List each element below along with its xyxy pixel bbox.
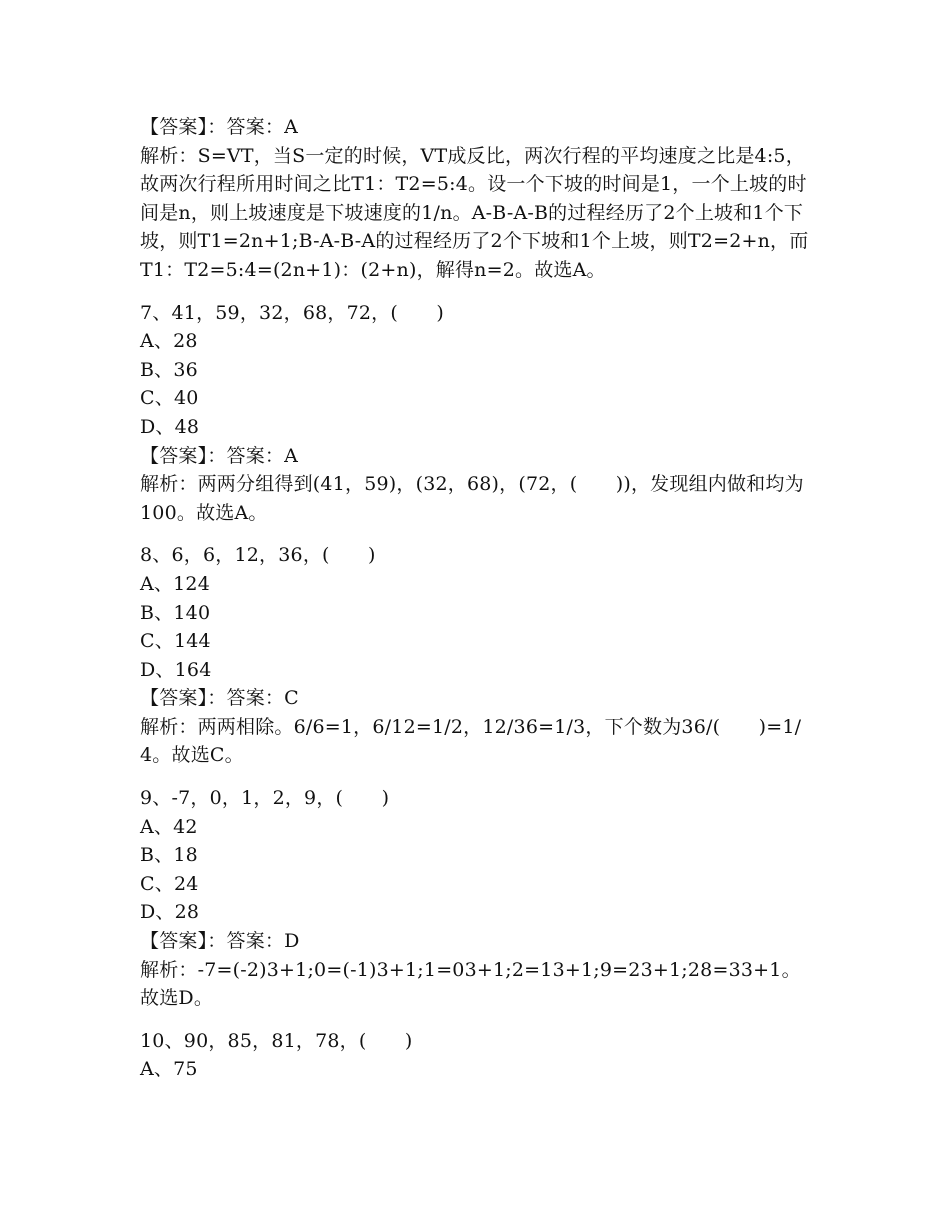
option-d: D、28: [140, 901, 200, 924]
option-a: A、42: [140, 815, 198, 838]
analysis-text: 解析：两两相除。6/6=1，6/12=1/2，12/36=1/3，下个数为36/( )=1/4。故选C。: [140, 715, 802, 767]
analysis-text: 解析：-7=(-2)3+1;0=(-1)3+1;1=03+1;2=13+1;9=23+1;28=33+1。故选D。: [140, 958, 801, 1010]
document-content: [140, 113, 812, 1084]
option-c: C、24: [140, 872, 199, 895]
answer-line: 【答案】：答案：D: [140, 930, 300, 953]
option-b: B、36: [140, 358, 198, 381]
spacer: [140, 770, 812, 784]
option-a: A、124: [140, 572, 210, 595]
spacer: [140, 1013, 812, 1027]
spacer: [140, 285, 812, 299]
spacer: [140, 527, 812, 541]
option-b: B、18: [140, 844, 198, 867]
answer-line: 【答案】：答案：A: [140, 444, 299, 467]
option-a: A、75: [140, 1058, 198, 1081]
option-c: C、40: [140, 387, 199, 410]
question-8: 8、6，6，12，36，( ): [140, 544, 376, 567]
question-9: 9、-7，0，1，2，9，( ): [140, 787, 390, 810]
question-7: 7、41，59，32，68，72，( ): [140, 301, 444, 324]
answer-line: 【答案】：答案：C: [140, 687, 299, 710]
option-d: D、164: [140, 658, 212, 681]
analysis-text: 解析：两两分组得到(41，59)，(32，68)，(72，( ))，发现组内做和均为100。故选A。: [140, 473, 804, 524]
answer-line: 【答案】：答案：A: [140, 116, 299, 138]
analysis-text: 解析：S=VT，当S一定的时候，VT成反比，两次行程的平均速度之比是4:5，故两次行程所用时间之比T1：T2=5:4。设一个下坡的时间是1，一个上坡的时间是n，则上坡速度是下坡速度的1/n。A-B-A-B的过程经历了2个上坡和1个下坡，则T1=2n+1;B-A-B-A的过程经历了2个下坡和1个上坡，则T2=2+n，而T1：T2=5:4=(2n+1)：(2+n)，解得n=2。故选A。: [140, 144, 809, 281]
question-10: 10、90，85，81，78，( ): [140, 1029, 413, 1052]
option-d: D、48: [140, 415, 200, 438]
option-b: B、140: [140, 601, 211, 624]
option-a: A、28: [140, 330, 198, 353]
option-c: C、144: [140, 630, 211, 653]
